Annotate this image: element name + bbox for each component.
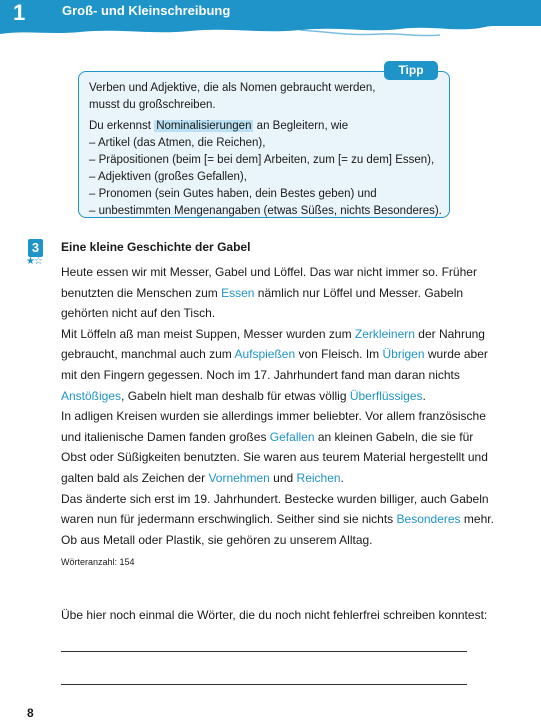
nominalization-word: Essen [221,285,255,300]
story-line [61,530,373,550]
story-text-segment: wurde aber [424,347,488,362]
tip-intro-line-2: musst du großschreiben. [89,99,216,111]
story-line [61,489,489,509]
story-line [61,344,488,364]
tip-rule-suffix: an Begleitern, wie [256,120,349,132]
story-text-segment: . [340,471,344,485]
story-text-segment: Mit Löffeln aß man meist Suppen, Messer wurden zum [61,326,355,341]
writing-line[interactable] [61,651,467,652]
story-line [61,406,486,426]
word-count: Wörteranzahl: 154 [61,557,135,567]
nominalization-word: Zerkleinern [354,326,415,341]
story-text-segment: der Nahrung [414,326,485,341]
tip-item: – Adjektiven (großes Gefallen), [89,171,247,183]
story-text-segment: In adligen Kreisen wurden sie allerdings immer beliebter. Vor allem französische [61,409,486,424]
story-text-segment: Heute essen wir mit Messer, Gabel und Löffel. Das war nicht immer so. Früher [61,265,477,279]
tip-rule-prefix: Du erkennst [89,120,152,132]
nominalization-word: Überflüssiges [349,388,423,403]
story-line [61,427,473,447]
story-line [61,468,344,488]
story-text-segment: von Fleisch. Im [295,347,383,362]
story-text-segment: Ob aus Metall oder Plastik, sie gehören zu unserem Alltag. [61,532,373,547]
story-text-segment: . [422,388,426,403]
story-line [61,447,488,467]
story-text-segment: waren nun für jedermann erschwinglich. Seither sind sie nichts [61,512,397,527]
tip-item: – unbestimmten Mengenangaben (etwas Süßes, nichts Besonderes). [89,205,442,217]
nominalization-word: Aufspießen [234,347,296,362]
story-line [61,324,485,344]
story-line [61,283,463,303]
story-line [61,509,494,529]
exercise-number-badge: 3 [28,239,43,257]
tip-item: – Artikel (das Atmen, die Reichen), [89,137,266,149]
tip-item: – Präpositionen (beim [= bei dem] Arbeiten, zum [= zu dem] Essen), [89,154,435,166]
tip-item: – Pronomen (sein Gutes haben, dein Bestes geben) und [89,188,377,200]
writing-line[interactable] [61,684,467,685]
chapter-number: 1 [13,0,26,25]
tip-label: Tipp [384,61,438,80]
exercise-title: Eine kleine Geschichte der Gabel [61,240,251,254]
exercise-instruction: Übe hier noch einmal die Wörter, die du noch nicht fehlerfrei schreiben konntest: [61,608,488,622]
page-number: 8 [27,706,34,720]
story-text-segment: gebraucht, manchmal auch zum [61,347,235,362]
chapter-title: Groß- und Kleinschreibung [62,3,231,18]
story-text-segment: nämlich nur Löffel und Messer. Gabeln [254,285,464,300]
tip-intro-line-1: Verben und Adjektive, die als Nomen gebraucht werden, [89,82,376,94]
nominalization-word: Vornehmen [208,471,270,485]
story-text-segment: Das änderte sich erst im 19. Jahrhundert. Bestecke wurden billiger, auch Gabeln [61,491,489,506]
nominalization-word: Besonderes [396,512,461,527]
story-text-segment: und italienische Damen fanden großes [61,429,270,444]
story-text-segment: und [269,471,297,485]
story-text-segment: benutzten die Menschen zum [61,285,222,300]
story-text-segment: an kleinen Gabeln, die sie für [314,429,474,444]
story-line [61,365,460,385]
nominalization-word: Anstößiges [61,388,122,403]
story-text-segment: Obst oder Süßigkeiten benutzten. Sie waren aus teurem Material hergestellt und [61,450,488,465]
nominalization-word: Reichen [296,471,341,485]
tip-rule-line [89,118,348,136]
difficulty-stars-icon: ★☆ [26,256,42,267]
story-line [61,262,477,282]
story-line [61,303,215,323]
story-text-segment: mit den Fingern gegessen. Noch im 17. Jahrhundert fand man daran nichts [61,368,460,382]
nominalization-word: Gefallen [269,429,315,444]
story-line [61,386,426,406]
nominalization-word: Übrigen [382,347,425,362]
story-text-segment: gehörten nicht auf den Tisch. [61,306,216,321]
story-text-segment: mehr. [460,512,494,527]
story-text-segment: , Gabeln hielt man deshalb für etwas völlig [121,388,350,403]
tip-rule-highlight: Nominalisierungen [156,120,252,132]
story-text-segment: galten bald als Zeichen der [61,471,209,485]
